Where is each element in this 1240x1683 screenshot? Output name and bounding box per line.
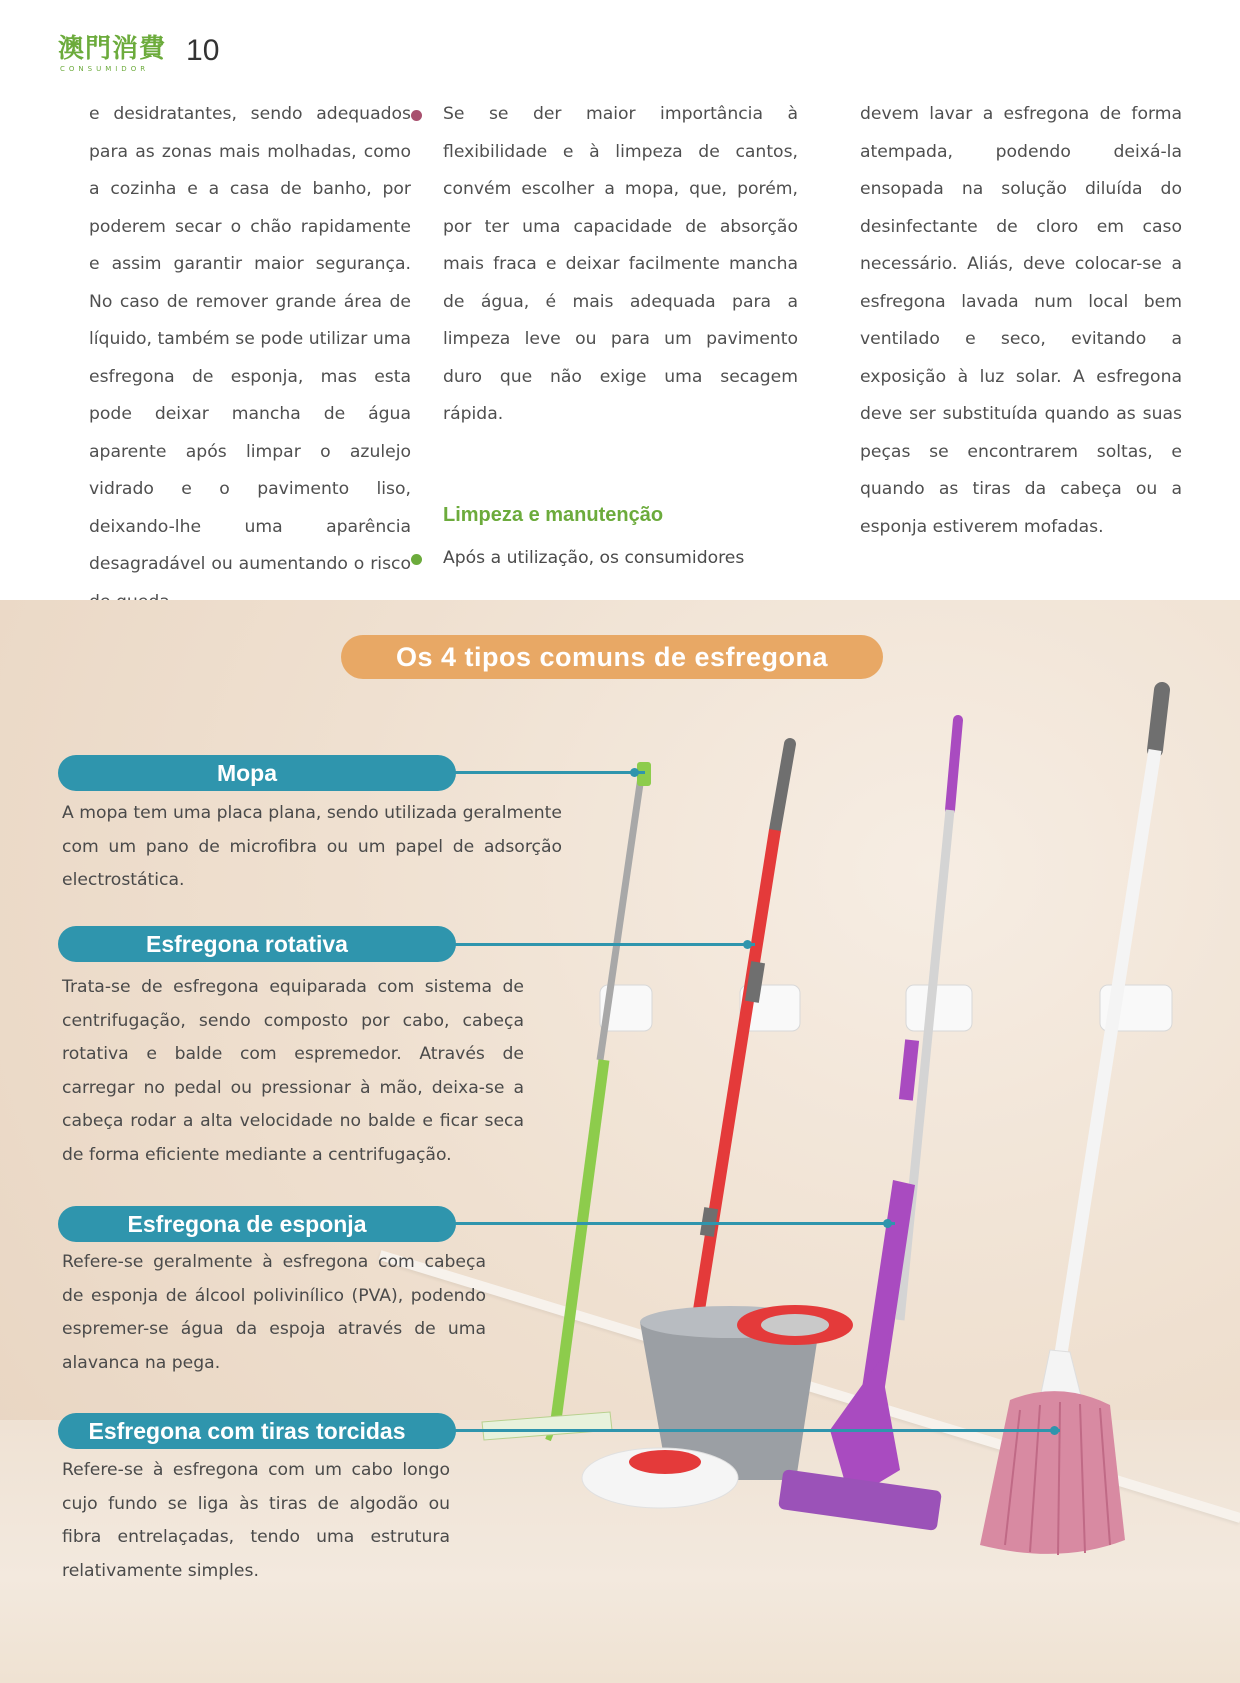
- column-1-paragraph: e desidratantes, sendo adequados para as zonas mais molhadas, como a cozinha e a casa de banho, por poderem secar o chão rapidamente e assim garantir maior segurança. No caso de remover grande área de líquido, também se pode utilizar uma esfregona de esponja, mas esta pode deixar mancha de água aparente após limpar o azulejo vidrado e o pavimento liso, deixando-lhe uma aparência desagradável ou aumentando o risco: [89, 104, 411, 574]
- leader-dot-icon: [743, 940, 752, 949]
- text-column-2: [443, 96, 798, 434]
- page-header: [58, 34, 219, 76]
- label-esfregona-com-tiras-torcidas: Esfregona com tiras torcidas: [58, 1413, 456, 1449]
- section-subheading: Limpeza e manutenção: [443, 504, 664, 526]
- strip-mop-icon: [980, 690, 1162, 1555]
- leader-line: [455, 771, 645, 774]
- label-esfregona-de-esponja: Esfregona de esponja: [58, 1206, 456, 1242]
- column-2-bullet-item: [443, 96, 798, 434]
- desc-mopa: A mopa tem uma placa plana, sendo utilizada geralmente com um pano de microfibra ou um papel de adsorção electrostática.: [62, 803, 562, 890]
- bullet-dot-icon: [411, 554, 422, 565]
- desc-esfregona-de-esponja: Refere-se geralmente à esfregona com cabeça de esponja de álcool polivinílico (PVA), podendo espremer-se água da espoja através de uma alavanca na pega.: [62, 1252, 486, 1373]
- text-column-3: [860, 96, 1182, 546]
- label-esfregona-rotativa: Esfregona rotativa: [58, 926, 456, 962]
- bullet-dot-icon: [411, 110, 422, 121]
- leader-line: [455, 1222, 895, 1225]
- spin-mop-icon: [582, 744, 853, 1508]
- leader-dot-icon: [630, 768, 639, 777]
- column-2-bullet-item-2: [443, 540, 798, 578]
- text-column-1: [89, 96, 411, 621]
- logo-chinese-text: 澳門消費: [58, 34, 167, 64]
- wall-clip-icon: [600, 985, 1172, 1031]
- leader-dot-icon: [1050, 1426, 1059, 1435]
- panel-title: Os 4 tipos comuns de esfregona: [341, 635, 883, 679]
- leader-line: [455, 943, 755, 946]
- leader-dot-icon: [883, 1219, 892, 1228]
- logo-english-text: CONSUMIDOR: [60, 65, 150, 73]
- page-number: 10: [186, 34, 220, 67]
- leader-line: [455, 1429, 1060, 1432]
- logo: [58, 34, 166, 73]
- desc-esfregona-com-tiras-torcidas: Refere-se à esfregona com um cabo longo cujo fundo se liga às tiras de algodão ou fibra entrelaçadas, tendo uma estrutura relativamente simples.: [62, 1460, 450, 1581]
- desc-esfregona-rotativa: Trata-se de esfregona equiparada com sistema de centrifugação, sendo composto por cabo, cabeça rotativa e balde com espremedor. Através de carregar no pedal ou pressionar à mão, deixa-se a cabeça rodar a alta velocidade no balde e ficar seca de forma eficiente mediante a centrifugação.: [62, 977, 524, 1165]
- label-mopa: Mopa: [58, 755, 456, 791]
- column-2-bullet-2-text: Após a utilização, os consumidores: [443, 548, 745, 568]
- column-3-paragraph: devem lavar a esfregona de forma atempada, podendo deixá-la ensopada na solução diluída do desinfectante de cloro em caso necessário. Aliás, deve colocar-se a esfregona lavada num local bem ventilado e seco, evitando a exposição à luz solar. A esfregona deve ser substituída quando as suas peças se encontrarem soltas, e quando as tiras da cabeça ou a esponja estiverem mofadas.: [860, 104, 1182, 537]
- mop-types-panel: [0, 600, 1240, 1683]
- column-2-bullet-text: Se se der maior importância à flexibilidade e à limpeza de cantos, convém escolher a mopa, que, porém, por ter uma capacidade de absorção mais fraca e deixar facilmente mancha de água, é mais adequada para a limpeza leve ou para um pavimento duro que não exige uma secagem rápida.: [443, 104, 798, 424]
